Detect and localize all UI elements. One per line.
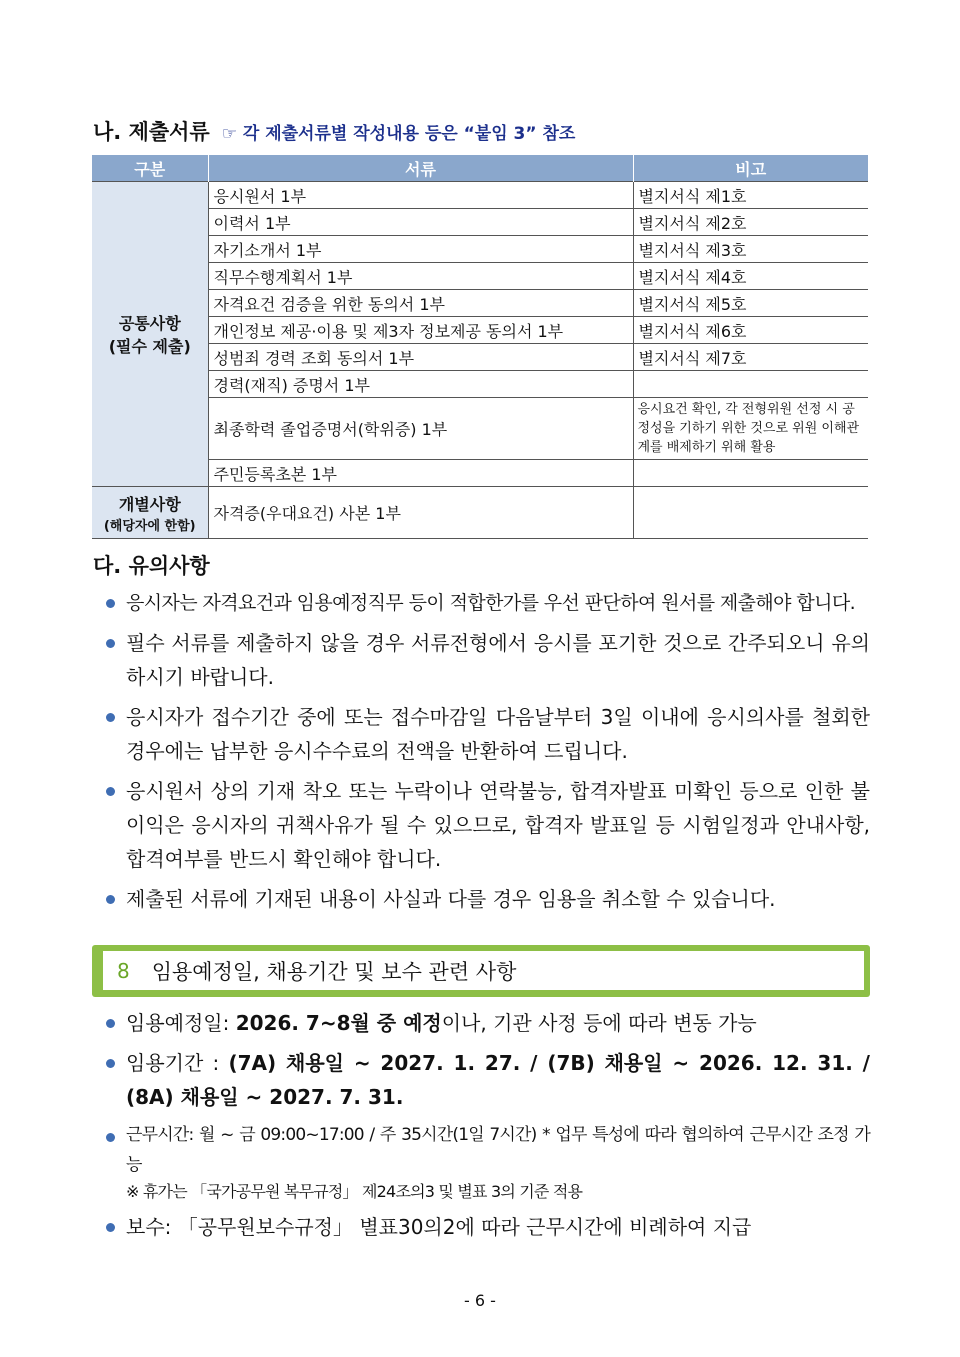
list-item: 제출된 서류에 기재된 내용이 사실과 다를 경우 임용을 취소할 수 있습니다. — [104, 882, 870, 916]
list-item-period — [104, 1046, 870, 1114]
start-date-prefix: 임용예정일: — [126, 1011, 236, 1035]
section8-header-inner — [102, 950, 865, 991]
hours-vacation-note: ※ 휴가는 「국가공무원 복무규정」 제24조의3 및 별표 3의 기준 적용 — [126, 1182, 583, 1201]
list-item-hours — [104, 1120, 870, 1204]
table-row — [92, 290, 868, 317]
list-item: 응시자는 자격요건과 임용예정직무 등이 적합한가를 우선 판단하여 원서를 제출해야 합니다. — [104, 586, 870, 620]
remarks-cell: 별지서식 제3호 — [633, 236, 868, 263]
remarks-cell: 별지서식 제5호 — [633, 290, 868, 317]
header-remarks: 비고 — [633, 155, 868, 182]
category-common-sub: (필수 제출) — [108, 337, 191, 356]
category-individual-sub: (해당자에 한함) — [103, 518, 196, 534]
remarks-cell: 별지서식 제2호 — [633, 209, 868, 236]
hours-text: 근무시간: 월 ~ 금 09:00~17:00 / 주 35시간(1일 7시간) * 업무 특성에 따라 협의하여 근무시간 조정 가능 — [126, 1125, 870, 1175]
document-cell: 주민등록초본 1부 — [208, 460, 633, 487]
table-header-row — [92, 155, 868, 182]
start-date-bold: 2026. 7~8월 중 예정 — [235, 1011, 442, 1035]
remarks-cell — [633, 460, 868, 487]
document-cell: 개인정보 제공·이용 및 제3자 정보제공 동의서 1부 — [208, 317, 633, 344]
table-row — [92, 344, 868, 371]
list-item: 필수 서류를 제출하지 않을 경우 서류전형에서 응시를 포기한 것으로 간주되오니 유의하시기 바랍니다. — [104, 626, 870, 694]
document-cell: 이력서 1부 — [208, 209, 633, 236]
section8-header-box — [92, 945, 870, 997]
document-cell: 경력(재직) 증명서 1부 — [208, 371, 633, 398]
header-category: 구분 — [92, 155, 208, 182]
document-cell: 응시원서 1부 — [208, 182, 633, 209]
documents-table — [92, 155, 868, 539]
section8-list — [104, 1006, 870, 1250]
section-na-title: 나. 제출서류 — [93, 120, 210, 144]
table-row — [92, 209, 868, 236]
remarks-cell: 별지서식 제1호 — [633, 182, 868, 209]
remarks-cell: 응시요건 확인, 각 전형위원 선정 시 공정성을 기하기 위한 것으로 위원 이해관계를 배제하기 위해 활용 — [633, 398, 868, 460]
list-item-salary: 보수: 「공무원보수규정」 별표30의2에 따라 근무시간에 비례하여 지급 — [104, 1210, 870, 1244]
category-individual-label: 개별사항 — [118, 494, 181, 514]
table-row — [92, 460, 868, 487]
list-item: 응시원서 상의 기재 착오 또는 누락이나 연락불능, 합격자발표 미확인 등으로 인한 불이익은 응시자의 귀책사유가 될 수 있으므로, 합격자 발표일 등 시험일정과 안내사항, 합격여부를 반드시 확인해야 합니다. — [104, 774, 870, 876]
document-cell: 최종학력 졸업증명서(학위증) 1부 — [208, 398, 633, 460]
table-row — [92, 317, 868, 344]
period-prefix: 임용기간 : — [126, 1051, 229, 1075]
document-cell: 직무수행계획서 1부 — [208, 263, 633, 290]
table-row — [92, 236, 868, 263]
section-na-reference-note: ☞ 각 제출서류별 작성내용 등은 “붙임 3” 참조 — [221, 124, 576, 144]
page-number: - 6 - — [464, 1291, 496, 1310]
precautions-list — [104, 586, 870, 922]
start-date-suffix: 이나, 기관 사정 등에 따라 변동 가능 — [441, 1011, 757, 1035]
remarks-cell — [633, 487, 868, 539]
table-row — [92, 371, 868, 398]
category-common-label: 공통사항 — [118, 314, 181, 333]
period-bold: (7A) 채용일 ~ 2027. 1. 27. / (7B) 채용일 ~ 2026. 12. 31. / (8A) 채용일 ~ 2027. 7. 31. — [126, 1051, 870, 1109]
document-cell: 성범죄 경력 조회 동의서 1부 — [208, 344, 633, 371]
remarks-cell — [633, 371, 868, 398]
table-row — [92, 398, 868, 460]
document-cell: 자기소개서 1부 — [208, 236, 633, 263]
category-common — [92, 182, 208, 487]
category-individual — [92, 487, 208, 539]
header-document: 서류 — [208, 155, 633, 182]
document-cell: 자격요건 검증을 위한 동의서 1부 — [208, 290, 633, 317]
list-item-start-date — [104, 1006, 870, 1040]
document-cell: 자격증(우대요건) 사본 1부 — [208, 487, 633, 539]
table-row — [92, 263, 868, 290]
table-row — [92, 487, 868, 539]
section8-title: 임용예정일, 채용기간 및 보수 관련 사항 — [151, 959, 517, 984]
remarks-cell: 별지서식 제7호 — [633, 344, 868, 371]
remarks-cell: 별지서식 제4호 — [633, 263, 868, 290]
remarks-cell: 별지서식 제6호 — [633, 317, 868, 344]
list-item: 응시자가 접수기간 중에 또는 접수마감일 다음날부터 3일 이내에 응시의사를 철회한 경우에는 납부한 응시수수료의 전액을 반환하여 드립니다. — [104, 700, 870, 768]
section-na-heading — [93, 116, 575, 146]
section8-number: 8 — [117, 958, 130, 983]
section-da-title: 다. 유의사항 — [93, 554, 210, 578]
table-row — [92, 182, 868, 209]
